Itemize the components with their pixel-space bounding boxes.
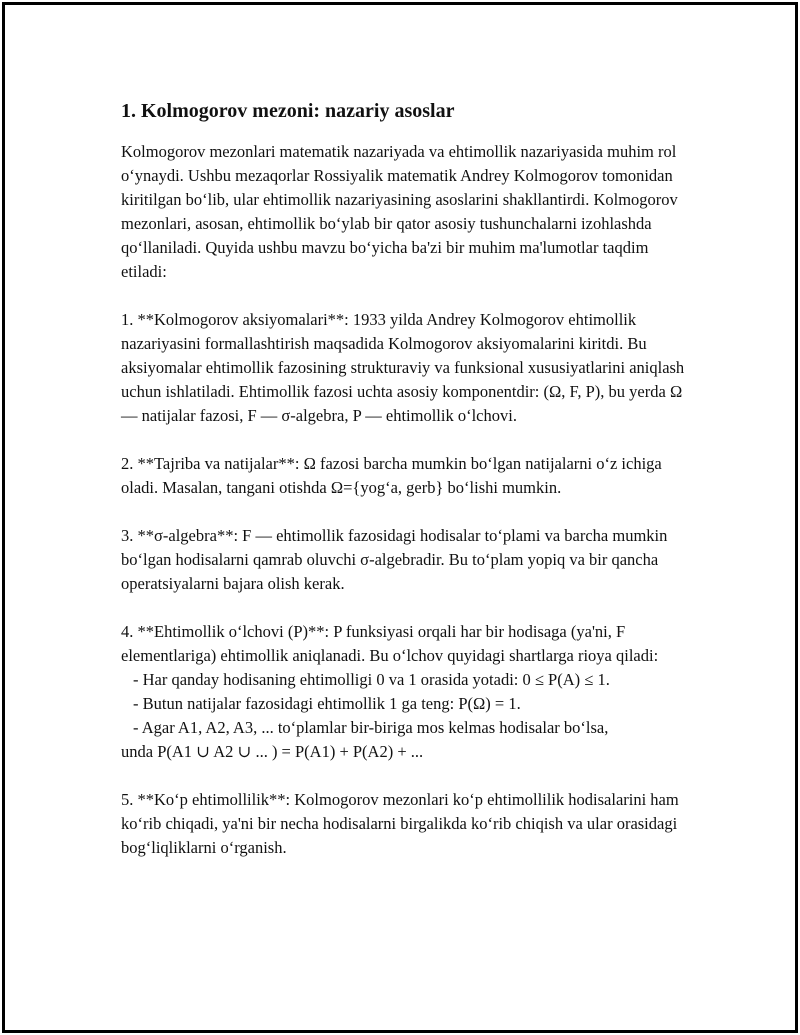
list-item-1: 1. **Kolmogorov aksiyomalari**: 1933 yilda Andrey Kolmogorov ehtimollik nazariyasini formallashtirish maqsadida Kolmogorov aksiyomalarini kiritdi. Bu aksiyomalar ehtimollik fazosining strukturaviy va funksional xususiyatlarini aniqlash uchun ishlatiladi. Ehtimollik fazosi uchta asosiy komponentdir: (Ω, F, P), bu yerda Ω — natijalar fazosi, F — σ-algebra, P — ehtimollik oʻlchovi. bbox=[121, 310, 685, 425]
sub-item-3: - Agar A1, A2, A3, ... toʻplamlar bir-biriga mos kelmas hodisalar boʻlsa, bbox=[133, 718, 609, 737]
sub-item-3-continuation: unda P(A1 ∪ A2 ∪ ... ) = P(A1) + P(A2) + ... bbox=[121, 742, 424, 761]
intro-paragraph: Kolmogorov mezonlari matematik nazariyada va ehtimollik nazariyasida muhim rol oʻynaydi. Ushbu mezaqorlar Rossiyalik matematik Andrey Kolmogorov tomonidan kiritilgan boʻlib, ular ehtimollik nazariyasining asoslarini shakllantirdi. Kolmogorov mezonlari, asosan, ehtimollik boʻylab bir qator asosiy tushunchalarni izohlashda qoʻllaniladi. Quyida ushbu mavzu boʻyicha ba'zi bir muhim ma'lumotlar taqdim etiladi: bbox=[121, 142, 678, 281]
list-item-3: 3. **σ-algebra**: F — ehtimollik fazosidagi hodisalar toʻplami va barcha mumkin boʻlgan hodisalarni qamrab oluvchi σ-algebradir. Bu toʻplam yopiq va bir qancha operatsiyalarni bajara olish kerak. bbox=[121, 526, 668, 593]
list-item-4 bbox=[121, 620, 697, 764]
list-item-2: 2. **Tajriba va natijalar**: Ω fazosi barcha mumkin boʻlgan natijalarni oʻz ichiga oladi. Masalan, tangani otishda Ω={yogʻa, gerb} boʻlishi mumkin. bbox=[121, 454, 662, 497]
sub-item-1: - Har qanday hodisaning ehtimolligi 0 va 1 orasida yotadi: 0 ≤ P(A) ≤ 1. bbox=[133, 670, 610, 689]
section-title: 1. Kolmogorov mezoni: nazariy asoslar bbox=[121, 100, 455, 122]
list-item-5: 5. **Koʻp ehtimollilik**: Kolmogorov mezonlari koʻp ehtimollilik hodisalarini ham koʻrib chiqadi, ya'ni bir necha hodisalarni birgalikda koʻrib chiqish va ular orasidagi bogʻliqliklarni oʻrganish. bbox=[121, 790, 679, 857]
list-item-4-text: 4. **Ehtimollik oʻlchovi (P)**: P funksiyasi orqali har bir hodisaga (ya'ni, F elementlariga) ehtimollik aniqlanadi. Bu oʻlchov quyidagi shartlarga rioya qiladi: bbox=[121, 622, 659, 665]
document-content bbox=[121, 99, 697, 884]
sub-item-2: - Butun natijalar fazosidagi ehtimollik 1 ga teng: P(Ω) = 1. bbox=[133, 694, 521, 713]
document-page bbox=[2, 2, 798, 1033]
